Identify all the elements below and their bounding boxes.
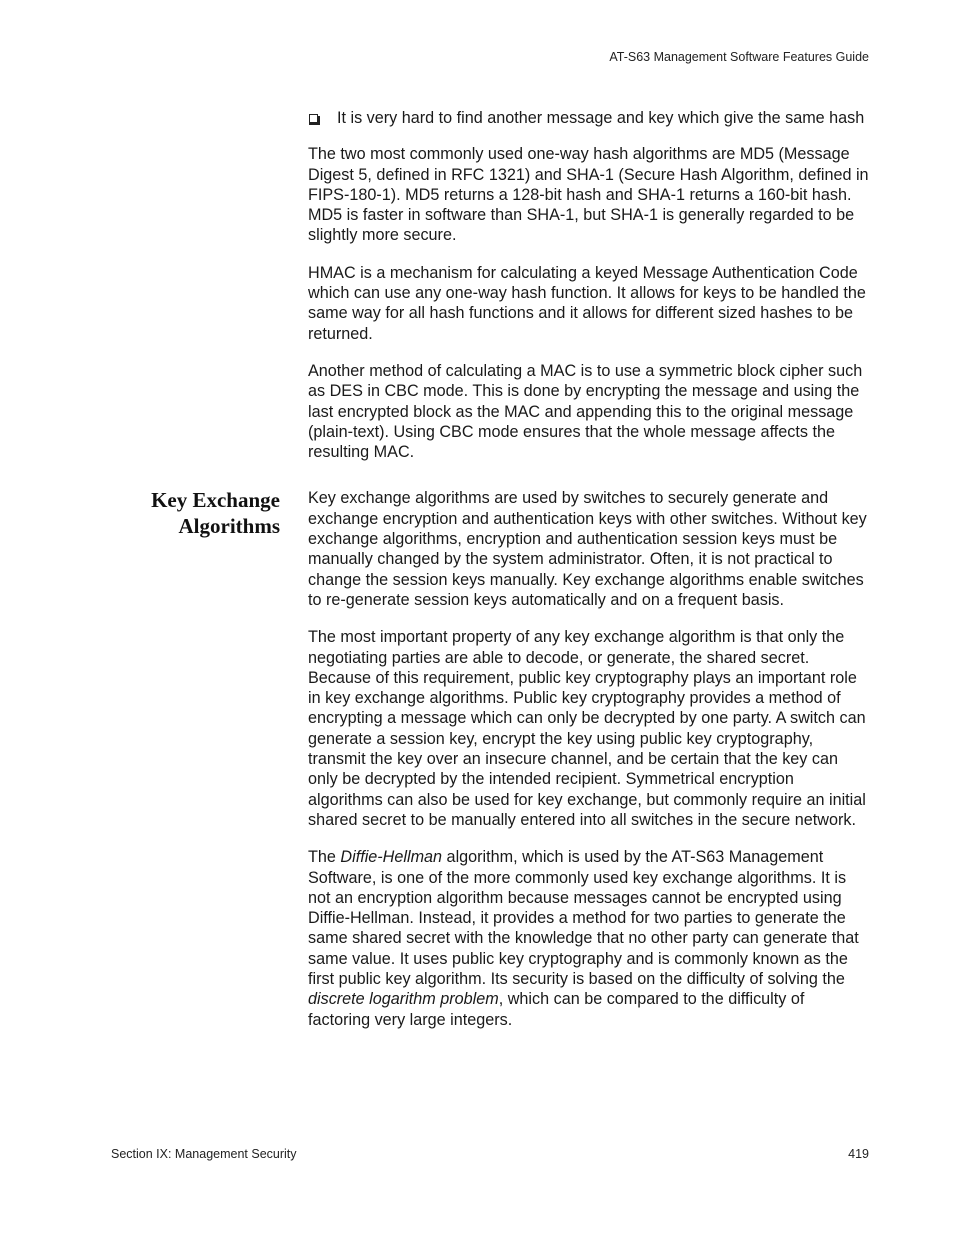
paragraph-key-exchange-intro: Key exchange algorithms are used by switches to securely generate and exchange encryption and authentication keys with other switches. Without key exchange algorithms, encryption and authentication session keys must be manually changed by the system administrator. Often, it is not practical to change the session keys manually. Key exchange algorithms enable switches to re-generate session keys automatically and on a frequent basis.: [308, 489, 867, 609]
section-key-exchange: [151, 488, 870, 1029]
bullet-item: [308, 108, 870, 128]
heading-line-2: Algorithms: [178, 514, 280, 539]
dh-text-3: , which can be compared to the difficulty of factoring very large integers.: [308, 990, 805, 1029]
paragraph-key-exchange-property: The most important property of any key exchange algorithm is that only the negotiating parties are able to decode, or generate, the shared secret. Because of this requirement, public key cryptography plays an important role in key exchange algorithms. Public key cryptography provides a method of encrypting a message which can only be decrypted by one party. A switch can generate a session key, encrypt the key using public key cryptography, transmit the key over an insecure channel, and be certain that the key can only be decrypted by the intended recipient. Symmetrical encryption algorithms can also be used for key exchange, but commonly require an initial shared secret to be manually entered into all switches in the secure network.: [308, 628, 866, 829]
heading-line-1: Key Exchange: [151, 488, 280, 513]
page-content: [151, 108, 870, 1047]
paragraph-hash-algorithms: The two most commonly used one-way hash algorithms are MD5 (Message Digest 5, defined in RFC 1321) and SHA-1 (Secure Hash Algorithm, defined in FIPS-180-1). MD5 returns a 128-bit hash and SHA-1 returns a 160-bit hash. MD5 is faster in software than SHA-1, but SHA-1 is generally regarded to be slightly more secure.: [308, 145, 869, 245]
dh-text-2: algorithm, which is used by the AT-S63 Management Software, is one of the more commonly used key exchange algorithms. It is not an encryption algorithm because messages cannot be encrypted using Diffie-Hellman. Instead, it provides a method for two parties to generate the same shared secret with the knowledge that no other party can generate that same value. It uses public key cryptography and is commonly known as the first public key algorithm. Its security is based on the difficulty of solving the: [308, 848, 859, 988]
checkbox-bullet-icon: [309, 114, 318, 123]
paragraph-hmac: HMAC is a mechanism for calculating a keyed Message Authentication Code which can use any one-way hash function. It allows for keys to be handled the same way for all hash functions and it allows for different sized hashes to be returned.: [308, 263, 866, 343]
section-heading: [80, 487, 280, 539]
dh-text-1: The: [308, 848, 341, 867]
paragraph-diffie-hellman: [308, 847, 870, 1030]
running-header: AT-S63 Management Software Features Guide: [609, 50, 869, 64]
dh-italic-problem: discrete logarithm problem: [308, 990, 499, 1009]
footer-section: Section IX: Management Security: [111, 1147, 297, 1161]
dh-italic-name: Diffie-Hellman: [340, 848, 443, 867]
paragraph-mac-cbc: Another method of calculating a MAC is to use a symmetric block cipher such as DES in CBC mode. This is done by encrypting the message and using the last encrypted block as the MAC and appending this to the original message (plain-text). Using CBC mode ensures that the whole message affects the resulting MAC.: [308, 361, 863, 462]
bullet-text: It is very hard to find another message and key which give the same hash: [337, 109, 865, 127]
footer-page-number: 419: [848, 1147, 869, 1161]
